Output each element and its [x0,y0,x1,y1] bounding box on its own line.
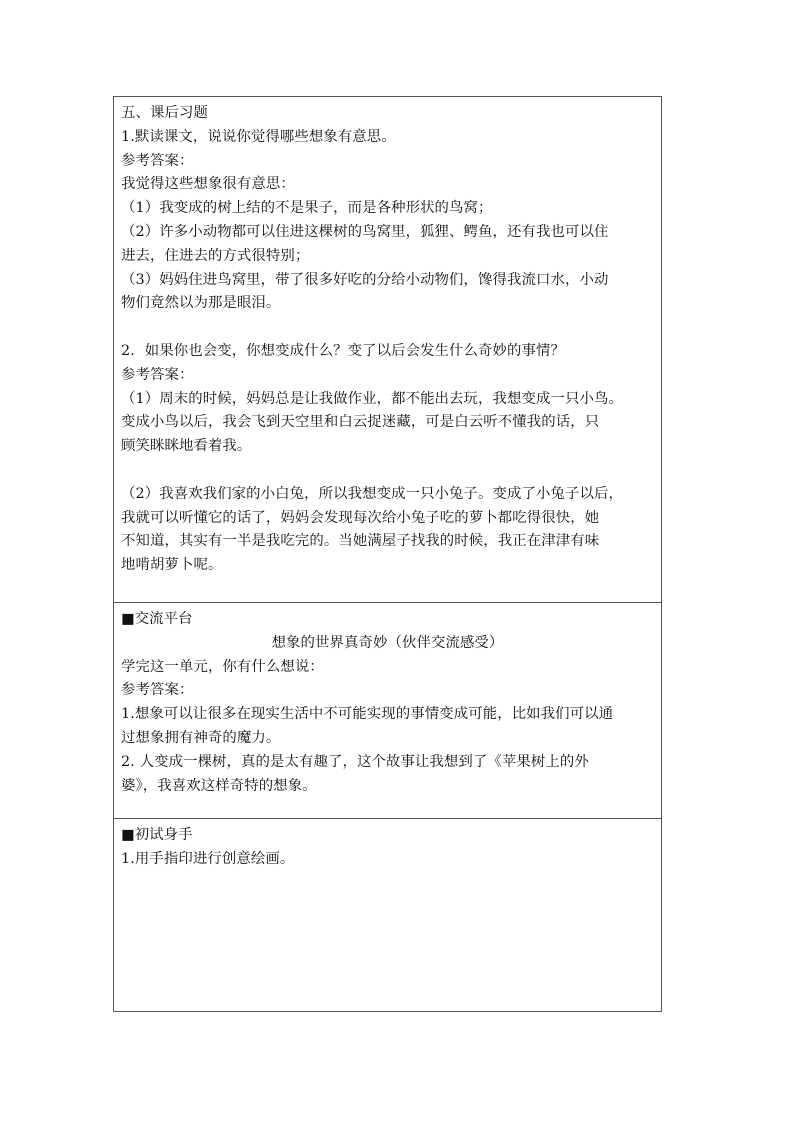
section-subtitle: 想象的世界真奇妙（伙伴交流感受） [271,634,504,651]
answer-line: （1）我变成的树上结的不是果子，而是各种形状的鸟窝； [121,200,493,217]
section-heading: ■初试身手 [121,827,193,843]
answer-line: 变成小鸟以后，我会飞到天空里和白云捉迷藏，可是白云听不懂我的话，只 [121,414,600,431]
answer-line: 不知道，其实有一半是我吃完的。当她满屋子找我的时候，我正在津津有味 [121,533,600,550]
answer-line: 过想象拥有神奇的魔力。 [121,729,281,746]
first-try-section [114,819,661,1011]
answer-line: 2. 人变成一棵树，真的是太有趣了，这个故事让我想到了《苹果树上的外 [121,753,589,770]
question-2: 2．如果你也会变，你想变成什么？变了以后会发生什么奇妙的事情？ [121,342,565,359]
answer-line: 顾笑眯眯地看着我。 [121,438,252,455]
answer-line: 地啃胡萝卜呢。 [121,557,223,574]
answer-intro: 我觉得这些想象很有意思： [121,176,295,193]
reference-answer-label: 参考答案： [121,366,194,383]
answer-line: 我就可以听懂它的话了，妈妈会发现每次给小兔子吃的萝卜都吃得很快，她 [121,509,600,526]
answer-line: （1）周末的时候，妈妈总是让我做作业，都不能出去玩，我想变成一只小鸟。 [121,390,623,407]
section-heading: 五、课后习题 [121,105,208,121]
answer-line: （2）我喜欢我们家的小白兔，所以我想变成一只小兔子。变成了小兔子以后， [121,485,623,502]
exercise-section [114,97,661,603]
answer-line: （2）许多小动物都可以住进这棵树的鸟窝里，狐狸、鳄鱼，还有我也可以住 [121,223,609,240]
question-1: 1.默读课文，说说你觉得哪些想象有意思。 [121,128,396,145]
exchange-platform-section [114,603,661,819]
answer-line: 婆》，我喜欢这样奇特的想象。 [121,777,317,794]
answer-line: （3）妈妈住进鸟窝里，带了很多好吃的分给小动物们，馋得我流口水，小动 [121,271,609,288]
task-text: 1.用手指印进行创意绘画。 [121,850,295,867]
prompt-text: 学完这一单元，你有什么想说： [121,658,324,675]
worksheet-table [113,96,662,1012]
reference-answer-label: 参考答案： [121,682,194,699]
answer-line: 物们竟然以为那是眼泪。 [121,295,281,312]
section-heading: ■交流平台 [121,611,193,627]
reference-answer-label: 参考答案： [121,152,194,169]
spacer [121,459,654,483]
spacer [121,316,654,340]
answer-line: 进去，住进去的方式很特别； [121,247,310,264]
answer-line: 1.想象可以让很多在现实生活中不可能实现的事情变成可能，比如我们可以通 [121,706,614,723]
